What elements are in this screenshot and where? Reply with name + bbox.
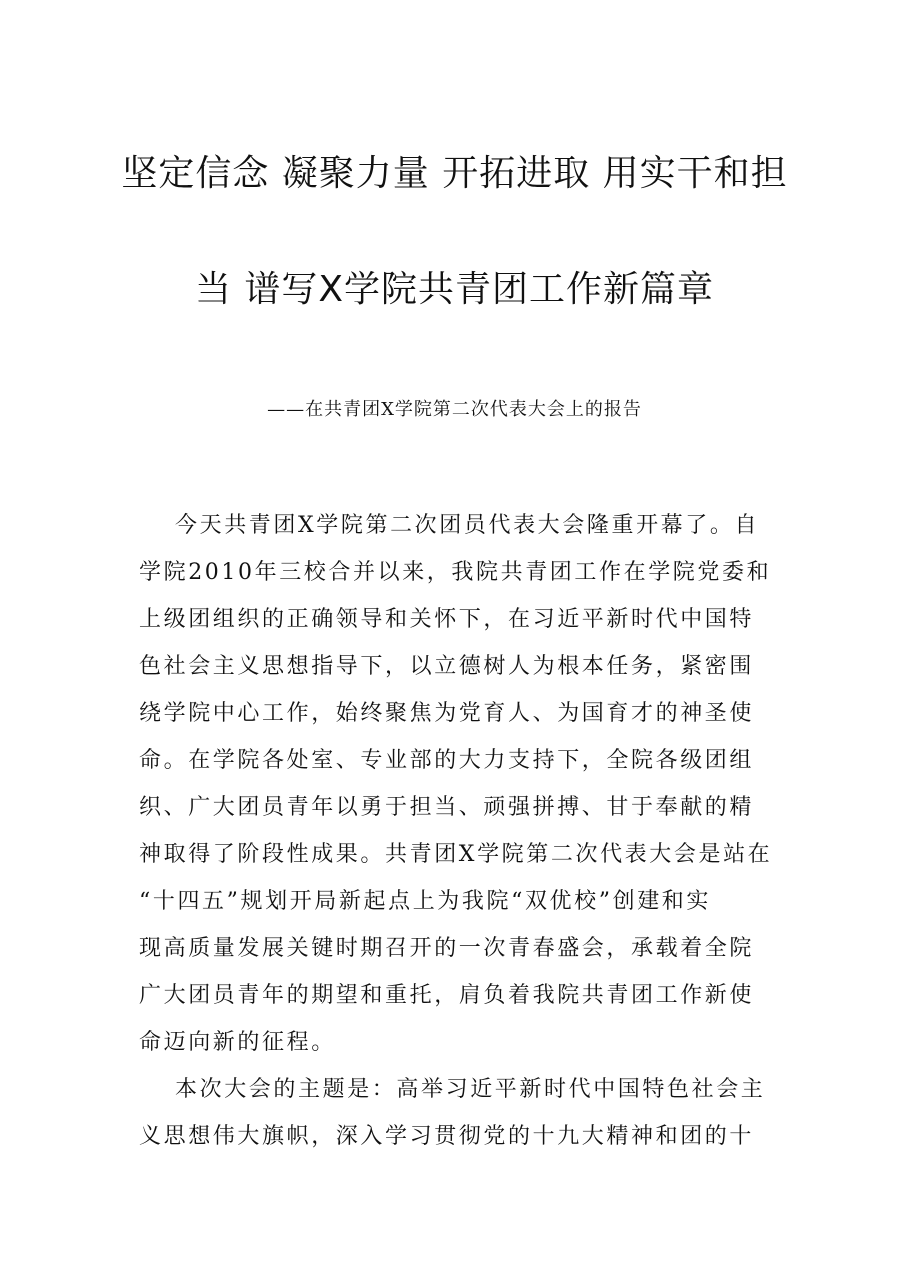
- paragraph-line: 广大团员青年的期望和重托，肩负着我院共青团工作新使: [139, 983, 755, 1008]
- title-line-2: 当 谱写X学院共青团工作新篇章: [194, 269, 715, 310]
- report-body: [139, 502, 779, 1160]
- paragraph-line: 义思想伟大旗帜，深入学习贯彻党的十九大精神和团的十: [139, 1124, 755, 1149]
- subtitle: ——在共青团X学院第二次代表大会上的报告: [267, 399, 642, 420]
- paragraph-line: 命。在学院各处室、专业部的大力支持下，全院各级团组: [139, 748, 755, 773]
- paragraph-line: 色社会主义思想指导下，以立德树人为根本任务，紧密围: [139, 654, 755, 679]
- title-line-1: 坚定信念 凝聚力量 开拓进取 用实干和担: [121, 153, 788, 194]
- paragraph-line: 绕学院中心工作，始终聚焦为党育人、为国育才的神圣使: [139, 701, 755, 726]
- paragraph-line: 现高质量发展关键时期召开的一次青春盛会，承载着全院: [139, 936, 755, 961]
- paragraph-line: 今天共青团X学院第二次团员代表大会隆重开幕了。自: [175, 513, 760, 538]
- paragraph-line: 上级团组织的正确领导和关怀下，在习近平新时代中国特: [139, 607, 755, 632]
- paragraph-line: 本次大会的主题是：高举习近平新时代中国特色社会主: [175, 1077, 766, 1102]
- paragraph-line: 学院2010年三校合并以来，我院共青团工作在学院党委和: [139, 560, 772, 585]
- paragraph-line: “十四五”规划开局新起点上为我院“双优校”创建和实: [139, 889, 711, 914]
- paragraph-line: 织、广大团员青年以勇于担当、顽强拼搏、甘于奉献的精: [139, 795, 755, 820]
- paragraph-line: 神取得了阶段性成果。共青团X学院第二次代表大会是站在: [139, 842, 773, 867]
- paragraph-line: 命迈向新的征程。: [139, 1030, 336, 1055]
